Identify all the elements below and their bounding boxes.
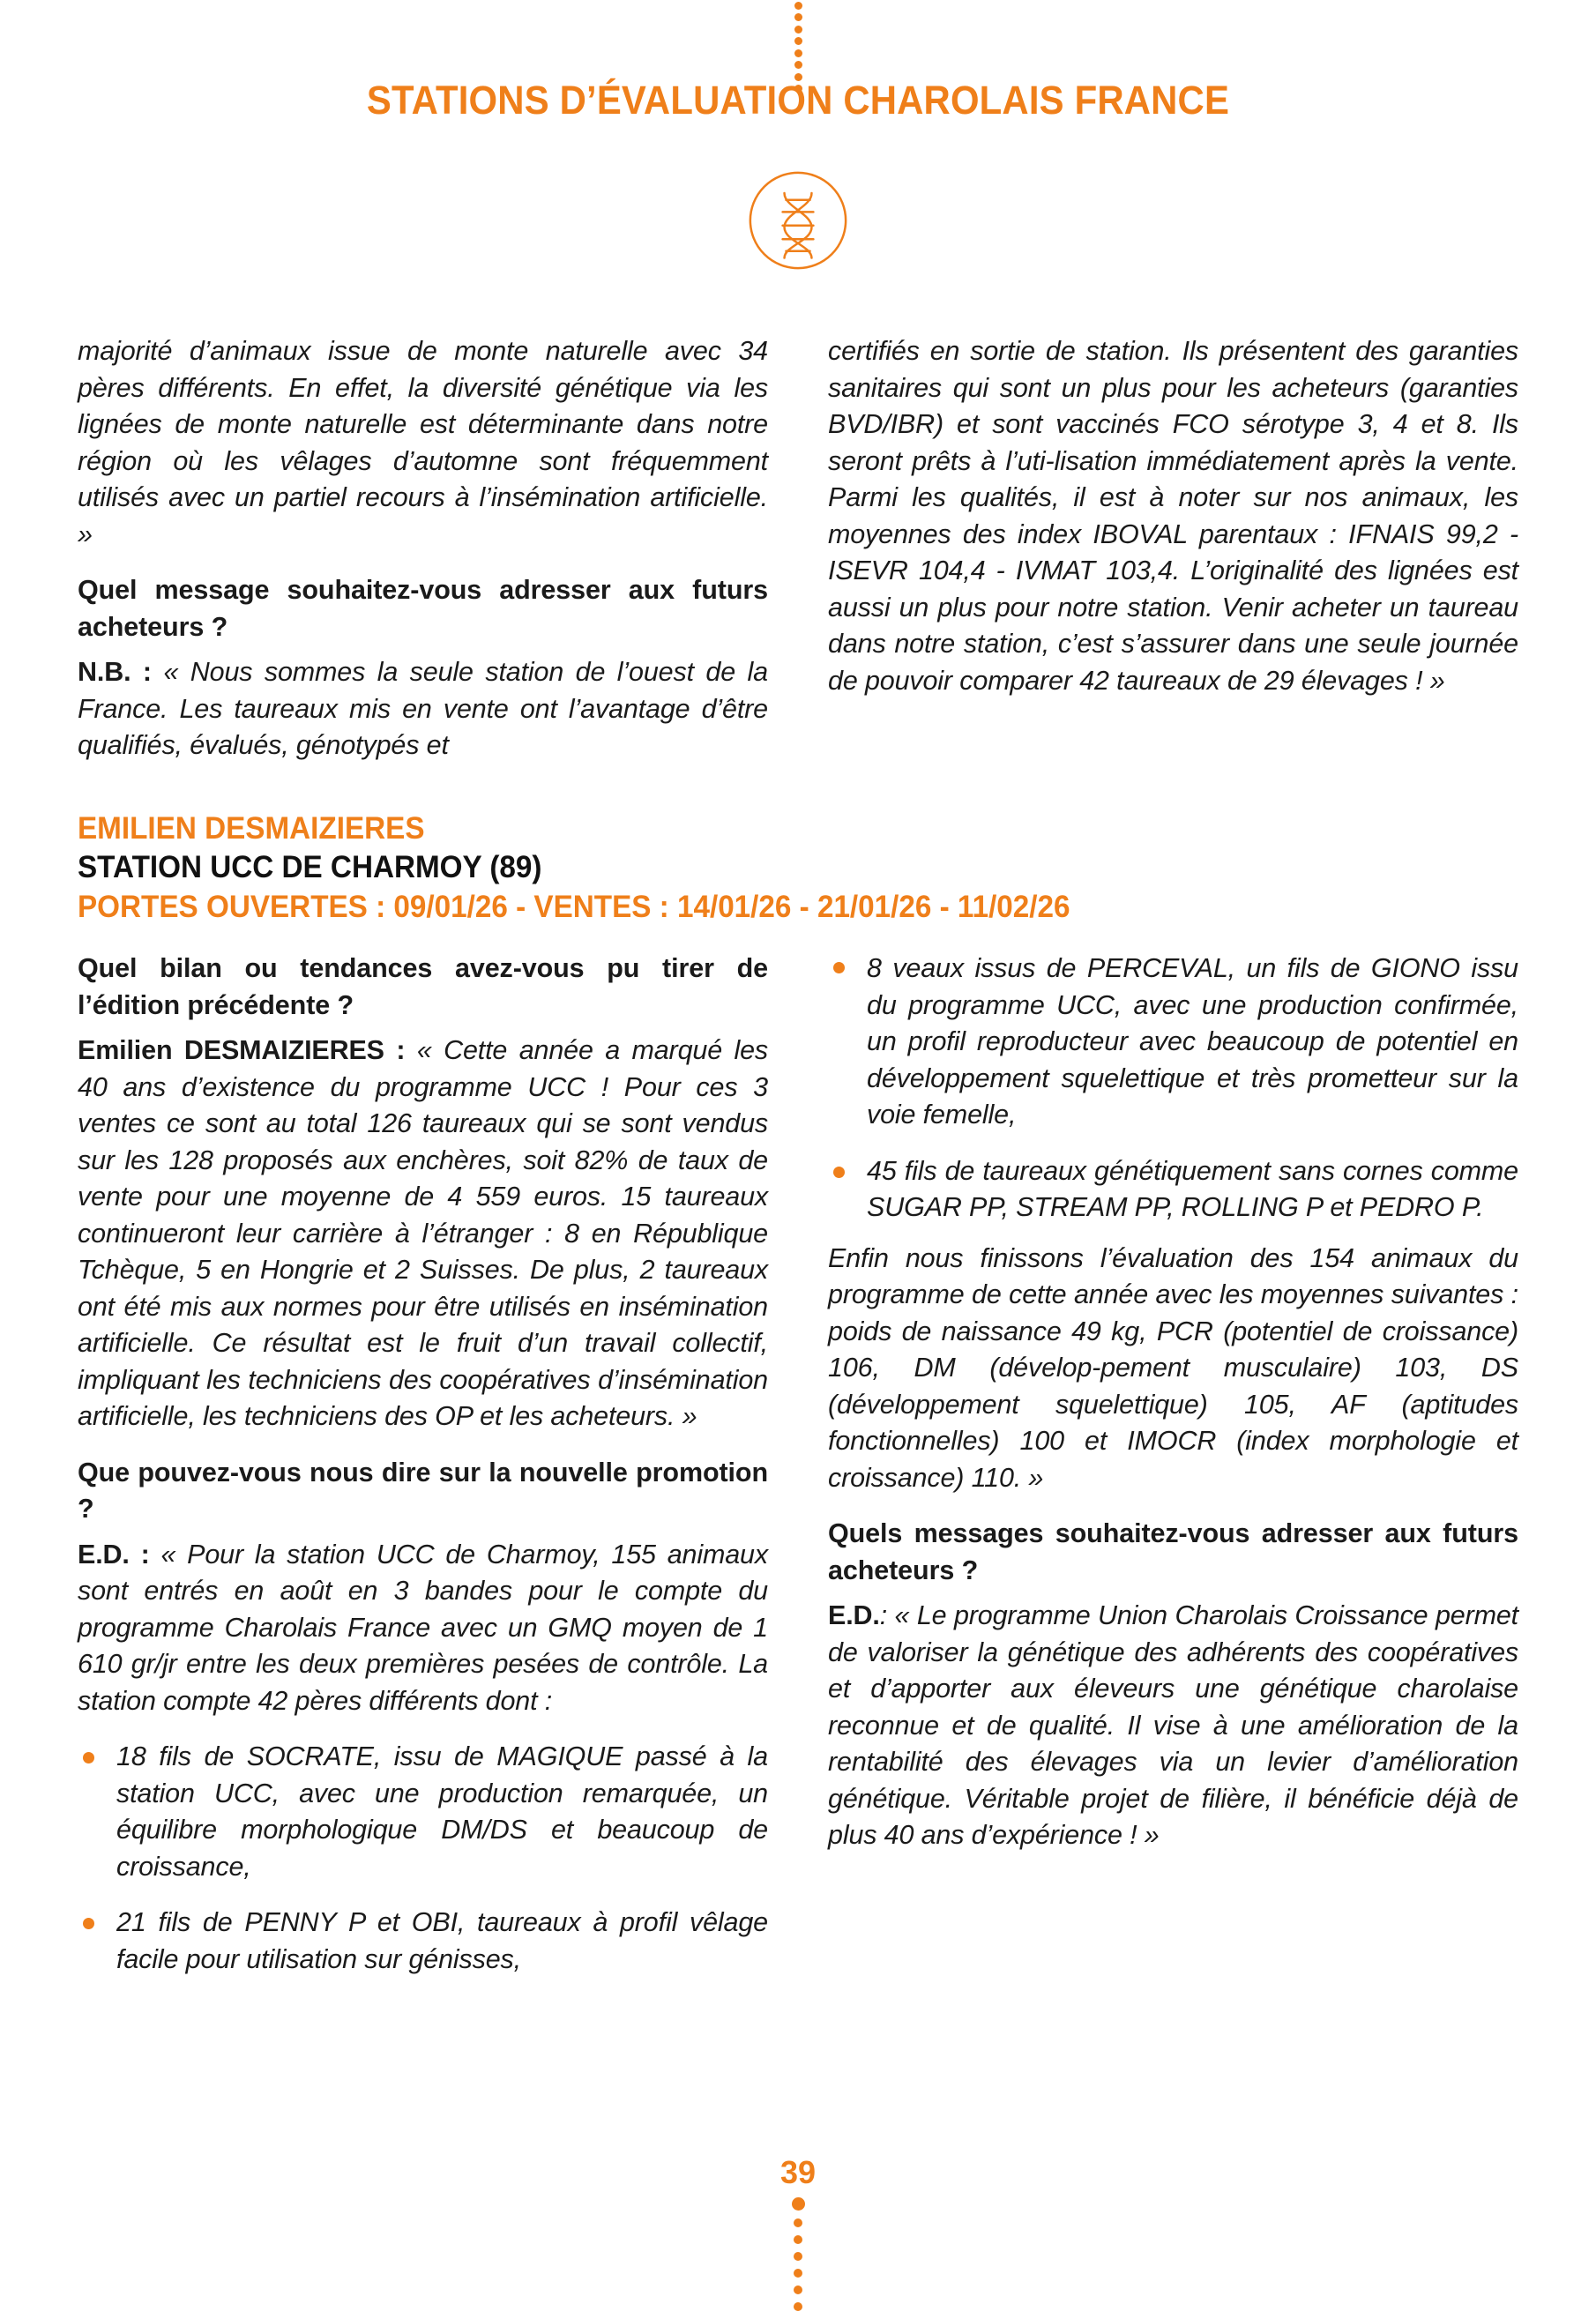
answer-lead: E.D. : — [78, 1539, 150, 1570]
answer-text: « Cette année a marqué les 40 ans d’existence du programme UCC ! Pour ces 3 ventes ce sont au total 126 taureaux qui se sont vendus sur les 128 proposés aux enchères, soit 82% de taux de vente pour une moyenne de 4 559 euros. 15 taureaux continueront leur carrière à l’étranger : 8 en République Tchèque, 5 en Hongrie et 2 Suisses. De plus, 2 taureaux ont été mis aux normes pour être utilisés en insémination artificielle. Ce résultat est le fruit d’un travail collectif, impliquant les techniciens des coopératives d’insémination artificielle, les techniciens des OP et les acheteurs. » — [78, 1035, 769, 1431]
dot — [794, 2218, 802, 2227]
dot — [794, 2, 802, 10]
question-label-bilan: Quel bilan ou tendances avez-vous pu tirer de l’édition précédente ? — [78, 953, 768, 1020]
list-item-text: 45 fils de taureaux génétiquement sans cornes comme SUGAR PP, STREAM PP, ROLLING P et PEDRO P. — [867, 1155, 1518, 1222]
page-title: STATIONS D’ÉVALUATION CHAROLAIS FRANCE — [366, 78, 1230, 123]
section-heading — [78, 809, 1524, 928]
question-label-promotion: Que pouvez-vous nous dire sur la nouvelle promotion ? — [78, 1457, 768, 1524]
answer-promotion — [78, 1537, 768, 1720]
dot — [794, 2285, 802, 2294]
answer-text: Le programme Union Charolais Croissance permet de valoriser la génétique des adhérents des coopératives et d’apporter aux éleveurs une génétique charolaise reconnue et de qualité. Il vise à une amélioration de la rentabilité des élevages via un levier d’amélioration génétique. Véritable projet de filière, il bénéficie déjà de plus 40 ans d’expérience ! » — [828, 1600, 1518, 1850]
answer-text: « Nous sommes la seule station de l’ouest de la France. Les taureaux mis en vente ont l’avantage d’être qualifiés, évalués, génotypés et — [78, 657, 768, 760]
dot — [794, 37, 802, 45]
dot — [794, 61, 802, 69]
answer-text: « Pour la station UCC de Charmoy, 155 animaux sont entrés en août en 3 bandes pour le compte du programme Charolais France avec un GMQ moyen de 1 610 gr/jr entre les deux premières pesées de contrôle. La station compte 42 pères différents dont : — [78, 1539, 768, 1716]
answer-lead-colon: : « — [879, 1600, 910, 1630]
list-item — [78, 1739, 768, 1885]
interview-left-column — [78, 951, 768, 1978]
dot — [794, 2302, 802, 2311]
upper-left-column — [78, 333, 768, 766]
dot — [794, 2235, 802, 2244]
interview-right-column — [828, 951, 1518, 1978]
question-label-message: Quel message souhaitez-vous adresser aux futurs acheteurs ? — [78, 575, 768, 642]
page-header — [0, 78, 1596, 123]
answer-lead: Emilien DESMAIZIERES : — [78, 1035, 406, 1065]
list-item-text: 18 fils de SOCRATE, issu de MAGIQUE passé à la station UCC, avec une production remarquée, un équilibre morphologique DM/DS et beaucoup de croissance, — [116, 1741, 768, 1882]
station-name: STATION UCC DE CHARMOY (89) — [78, 850, 542, 884]
question-label-messages: Quels messages souhaitez-vous adresser aux futurs acheteurs ? — [828, 1518, 1518, 1585]
answer-bilan — [78, 1033, 768, 1435]
list-item — [78, 1905, 768, 1978]
bottom-dotted-rule — [791, 2197, 805, 2319]
closing-paragraph: Enfin nous finissons l’évaluation des 154 animaux du programme de cette année avec les moyennes suivantes : poids de naissance 49 kg, PCR (potentiel de croissance) 106, DM (dévelop-pement musculaire) 103, DS (développement squelettique) 105, AF (aptitudes fonctionnelles) 100 et IMOCR (index morphologie et croissance) 110. » — [828, 1242, 1518, 1493]
dot — [794, 2269, 802, 2278]
open-days-and-sales-dates: PORTES OUVERTES : 09/01/26 - VENTES : 14/01/26 - 21/01/26 - 11/02/26 — [78, 890, 1070, 924]
answer-messages — [828, 1598, 1518, 1854]
list-item-text: 21 fils de PENNY P et OBI, taureaux à profil vêlage facile pour utilisation sur génisses, — [116, 1907, 768, 1974]
continuation-paragraph-right: certifiés en sortie de station. Ils présentent des garanties sanitaires qui sont un plus pour les acheteurs (garanties BVD/IBR) et sont vaccinés FCO sérotype 3, 4 et 8. Ils seront prêts à l’uti-lisation immédiatement après la vente. Parmi les qualités, il est à noter sur nos animaux, les moyennes des index IBOVAL parentaux : IFNAIS 99,2 - ISEVR 104,4 - IVMAT 103,4. L’originalité des lignées est aussi un plus pour notre station. Venir acheter un taureau dans notre station, c’est s’assurer dans une seule journée de pouvoir comparer 42 taureaux de 29 élevages ! » — [828, 336, 1518, 696]
dot — [794, 49, 802, 57]
answer-lead: N.B. : — [78, 657, 152, 687]
dot — [794, 13, 802, 21]
dot — [792, 2197, 805, 2211]
bullet-dot-icon — [83, 1918, 94, 1929]
dot — [794, 26, 802, 34]
list-item-text: 8 veaux issus de PERCEVAL, un fils de GIONO issu du programme UCC, avec une production confirmée, un profil reproducteur avec beaucoup de potentiel en développement squelettique et très prometteur sur la voie femelle, — [867, 953, 1518, 1130]
continuation-paragraph: majorité d’animaux issue de monte naturelle avec 34 pères différents. En effet, la diversité génétique via les lignées de monte naturelle est déterminante dans notre région où les vêlages d’automne sont fréquemment utilisés avec un partiel recours à l’insémination artificielle. » — [78, 336, 768, 549]
upper-columns — [78, 333, 1518, 766]
dna-helix-icon — [747, 169, 849, 272]
interviewee-name: EMILIEN DESMAIZIERES — [78, 811, 425, 846]
spacer — [828, 1227, 1518, 1241]
page-number: 39 — [779, 2154, 817, 2190]
list-item — [828, 1153, 1518, 1227]
interview-columns — [78, 951, 1518, 1978]
answer-nb — [78, 654, 768, 764]
bullet-dot-icon — [833, 1167, 845, 1178]
list-item — [828, 951, 1518, 1134]
bullet-dot-icon — [83, 1752, 94, 1763]
bullet-dot-icon — [833, 962, 845, 973]
answer-lead: E.D. — [828, 1600, 880, 1630]
upper-right-column — [828, 333, 1518, 766]
dot — [794, 2252, 802, 2261]
